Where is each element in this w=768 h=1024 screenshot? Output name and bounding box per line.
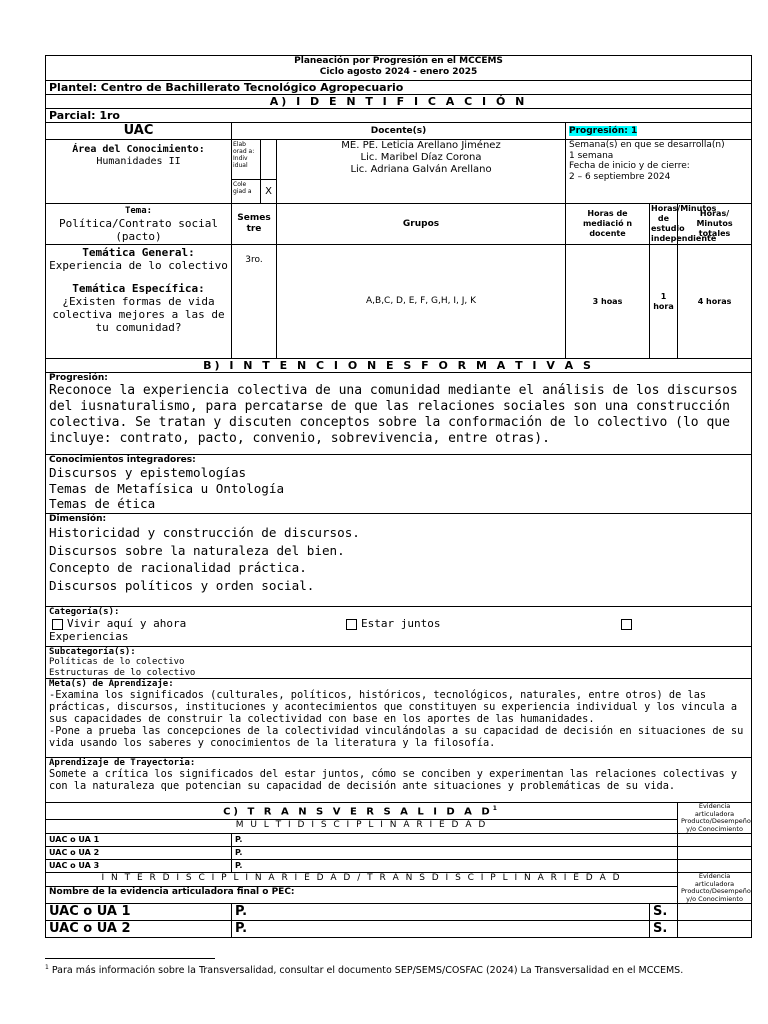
final-uac-2: UAC o UA 2 bbox=[46, 921, 232, 938]
docente-2: Lic. Maribel Díaz Corona bbox=[360, 152, 482, 163]
final-p-2: P. bbox=[232, 921, 650, 938]
categoria-3-checkbox bbox=[621, 617, 636, 630]
grupos-value: A,B,C, D, E, F, G,H, I, J, K bbox=[277, 245, 566, 359]
header-cycle: Ciclo agosto 2024 - enero 2025 bbox=[319, 67, 478, 77]
section-a-title: A) I D E N T I F I C A C I Ó N bbox=[46, 95, 752, 109]
footnote-text: Para más información sobre la Transversalidad, consultar el documento SEP/SEMS/COSFAC (2024) La Transversalidad en el MCCEMS. bbox=[51, 965, 684, 977]
footnote bbox=[45, 964, 683, 976]
semanas-label: Semana(s) en que se desarrolla(n) bbox=[569, 140, 725, 150]
final-p-1: P. bbox=[232, 904, 650, 921]
trayectoria-label: Aprendizaje de Trayectoria: bbox=[49, 758, 196, 768]
subcategoria-2: Estructuras de lo colectivo bbox=[49, 667, 196, 678]
evidencia-header-2: Evidencia articuladora Producto/Desempeño y/o Conocimiento bbox=[678, 873, 752, 904]
tema-cell bbox=[46, 204, 232, 245]
semestre-header: Semes tre bbox=[232, 204, 277, 245]
section-b-title: B) I N T E N C I O N E S F O R M A T I V A S bbox=[46, 359, 752, 373]
progresion-header bbox=[566, 123, 752, 140]
multi-p-2: P. bbox=[232, 847, 678, 860]
document-header bbox=[46, 56, 752, 81]
dimension-2: Discursos sobre la naturaleza del bien. bbox=[49, 542, 345, 558]
multi-p-3: P. bbox=[232, 860, 678, 873]
final-evidencia-2 bbox=[678, 921, 752, 938]
area-value: Humanidades II bbox=[96, 156, 181, 167]
horas-totales-header: Horas/ Minutos totales bbox=[678, 204, 752, 245]
horas-totales-value: 4 horas bbox=[678, 245, 752, 359]
subcategoria-1: Políticas de lo colectivo bbox=[49, 657, 185, 667]
conocimiento-1: Discursos y epistemologías bbox=[49, 465, 247, 480]
section-c-title: C) T R A N S V E R S A L I D A $D^1$ bbox=[46, 803, 678, 820]
individual-mark bbox=[261, 140, 277, 180]
categoria-label: Categoría(s): bbox=[49, 607, 120, 617]
fechas-value: 2 – 6 septiembre 2024 bbox=[569, 171, 671, 182]
docentes-list bbox=[277, 140, 566, 204]
colegiada-mark: X bbox=[261, 180, 277, 204]
planning-table bbox=[45, 55, 752, 938]
multi-uac-2: UAC o UA 2 bbox=[46, 847, 232, 860]
inter-trans-label: I N T E R D I S C I P L I N A R I E D A D / T R A N S D I S C I P L I N A R I E D A D bbox=[46, 873, 678, 887]
conocimiento-2: Temas de Metafísica u Ontología bbox=[49, 480, 285, 496]
meta-1: -Examina los significados (culturales, políticos, históricos, tecnológicos, naturales, entre otros) de las prácticas, discursos, instituciones y acontecimientos que constituyen su experiencia individual y los vincula a sus capacidades de construir la colectividad con base en los aportes de las humanidades. bbox=[49, 689, 738, 725]
tematica-especifica-value: ¿Existen formas de vida colectiva mejores a las de tu comunidad? bbox=[52, 295, 225, 334]
elaborada-individual: Elab orad a: Indiv idual bbox=[232, 140, 261, 180]
docente-1: ME. PE. Leticia Arellano Jiménez bbox=[341, 140, 501, 151]
docente-3: Lic. Adriana Galván Arellano bbox=[350, 164, 492, 175]
plantel: Plantel: Centro de Bachillerato Tecnológico Agropecuario bbox=[46, 81, 752, 95]
multidisciplinariedad-label: M U L T I D I S C I P L I N A R I E D A D bbox=[46, 820, 678, 834]
categoria-block bbox=[46, 607, 752, 647]
area-conocimiento bbox=[46, 140, 232, 204]
header-title: Planeación por Progresión en el MCCEMS bbox=[294, 56, 503, 66]
final-s-2: S. bbox=[650, 921, 678, 938]
trayectoria-block bbox=[46, 758, 752, 803]
progresion-text: Reconoce la experiencia colectiva de una comunidad mediante el análisis de los discursos del iusnaturalismo, para percatarse de que las relaciones sociales son una construcción colectiva. Se tratan y discuten conceptos sobre la conformación de lo colectivo (lo que incluye: contrato, pacto, convenio, sobrevivencia, entre otras). bbox=[49, 383, 738, 446]
horas-mediacion-header: Horas de mediació n docente bbox=[566, 204, 650, 245]
dimension-3: Concepto de racionalidad práctica. bbox=[49, 560, 307, 575]
nombre-evidencia: Nombre de la evidencia articuladora final o PEC: bbox=[46, 887, 678, 904]
subcategoria-block bbox=[46, 647, 752, 679]
horas-estudio-header: Horas/Minutos de estudio independiente bbox=[651, 204, 717, 243]
multi-p-1: P. bbox=[232, 834, 678, 847]
parcial: Parcial: 1ro bbox=[46, 109, 752, 123]
semanas-value: 1 semana bbox=[569, 150, 614, 161]
tematica-especifica-label: Temática Específica: bbox=[72, 282, 205, 295]
multi-evidencia-3 bbox=[678, 860, 752, 873]
final-uac-1: UAC o UA 1 bbox=[46, 904, 232, 921]
tematica-cell bbox=[46, 245, 232, 359]
categoria-2: Estar juntos bbox=[346, 617, 440, 630]
horas-mediacion-value: 3 hoas bbox=[566, 245, 650, 359]
area-label: Área del Conocimiento: bbox=[72, 144, 205, 155]
checkbox-icon[interactable] bbox=[621, 619, 632, 630]
grupos-header: Grupos bbox=[277, 204, 566, 245]
docentes-header: Docente(s) bbox=[232, 123, 566, 140]
progresion-label: Progresión: bbox=[49, 373, 108, 383]
trayectoria-text: Somete a crítica los significados del estar juntos, cómo se conciben y experimentan las relaciones colectivas y con la naturaleza que potencian su capacidad de decisión ante situaciones y problemáticas de su vida. bbox=[49, 768, 738, 792]
metas-label: Meta(s) de Aprendizaje: bbox=[49, 679, 174, 689]
checkbox-icon[interactable] bbox=[346, 619, 357, 630]
dimension-block bbox=[46, 514, 752, 607]
dimension-4: Discursos políticos y orden social. bbox=[49, 577, 315, 593]
tematica-general-value: Experiencia de lo colectivo bbox=[49, 259, 228, 272]
footnote-mark: 1 bbox=[45, 964, 49, 971]
multi-uac-3: UAC o UA 3 bbox=[46, 860, 232, 873]
semanas-fechas bbox=[566, 140, 752, 204]
fechas-label: Fecha de inicio y de cierre: bbox=[569, 161, 690, 171]
planning-document bbox=[45, 55, 751, 938]
progresion-block bbox=[46, 373, 752, 455]
conocimientos-label: Conocimientos integradores: bbox=[49, 455, 196, 465]
conocimiento-3: Temas de ética bbox=[49, 496, 156, 511]
categoria-3: Experiencias bbox=[49, 630, 129, 643]
colegiada-label: Cole giad a bbox=[232, 180, 261, 204]
tematica-general-label: Temática General: bbox=[82, 246, 195, 259]
dimension-1: Historicidad y construcción de discursos. bbox=[49, 525, 360, 540]
progresion-number: Progresión: 1 bbox=[569, 125, 638, 136]
semestre-value: 3ro. bbox=[232, 245, 277, 359]
checkbox-icon[interactable] bbox=[52, 619, 63, 630]
metas-block bbox=[46, 679, 752, 758]
multi-uac-1: UAC o UA 1 bbox=[46, 834, 232, 847]
tema-label: Tema: bbox=[124, 205, 153, 216]
tema-value: Política/Contrato social (pacto) bbox=[59, 216, 218, 243]
conocimientos-block bbox=[46, 455, 752, 514]
subcategoria-label: Subcategoría(s): bbox=[49, 647, 136, 657]
meta-2: -Pone a prueba las concepciones de la colectividad vinculándolas a su capacidad de decisión en situaciones de su vida usando los saberes y conocimientos de la literatura y la filosofía. bbox=[49, 725, 744, 749]
final-s-1: S. bbox=[650, 904, 678, 921]
evidencia-header-1: Evidencia articuladora Producto/Desempeño y/o Conocimiento bbox=[678, 803, 752, 834]
footnote-divider bbox=[45, 958, 215, 959]
horas-estudio-value: 1 hora bbox=[650, 245, 678, 359]
multi-evidencia-1 bbox=[678, 834, 752, 847]
categoria-1: Vivir aquí y ahora bbox=[52, 617, 186, 630]
final-evidencia-1 bbox=[678, 904, 752, 921]
dimension-label: Dimensión: bbox=[49, 514, 107, 524]
uac-header: UAC bbox=[46, 123, 232, 140]
multi-evidencia-2 bbox=[678, 847, 752, 860]
